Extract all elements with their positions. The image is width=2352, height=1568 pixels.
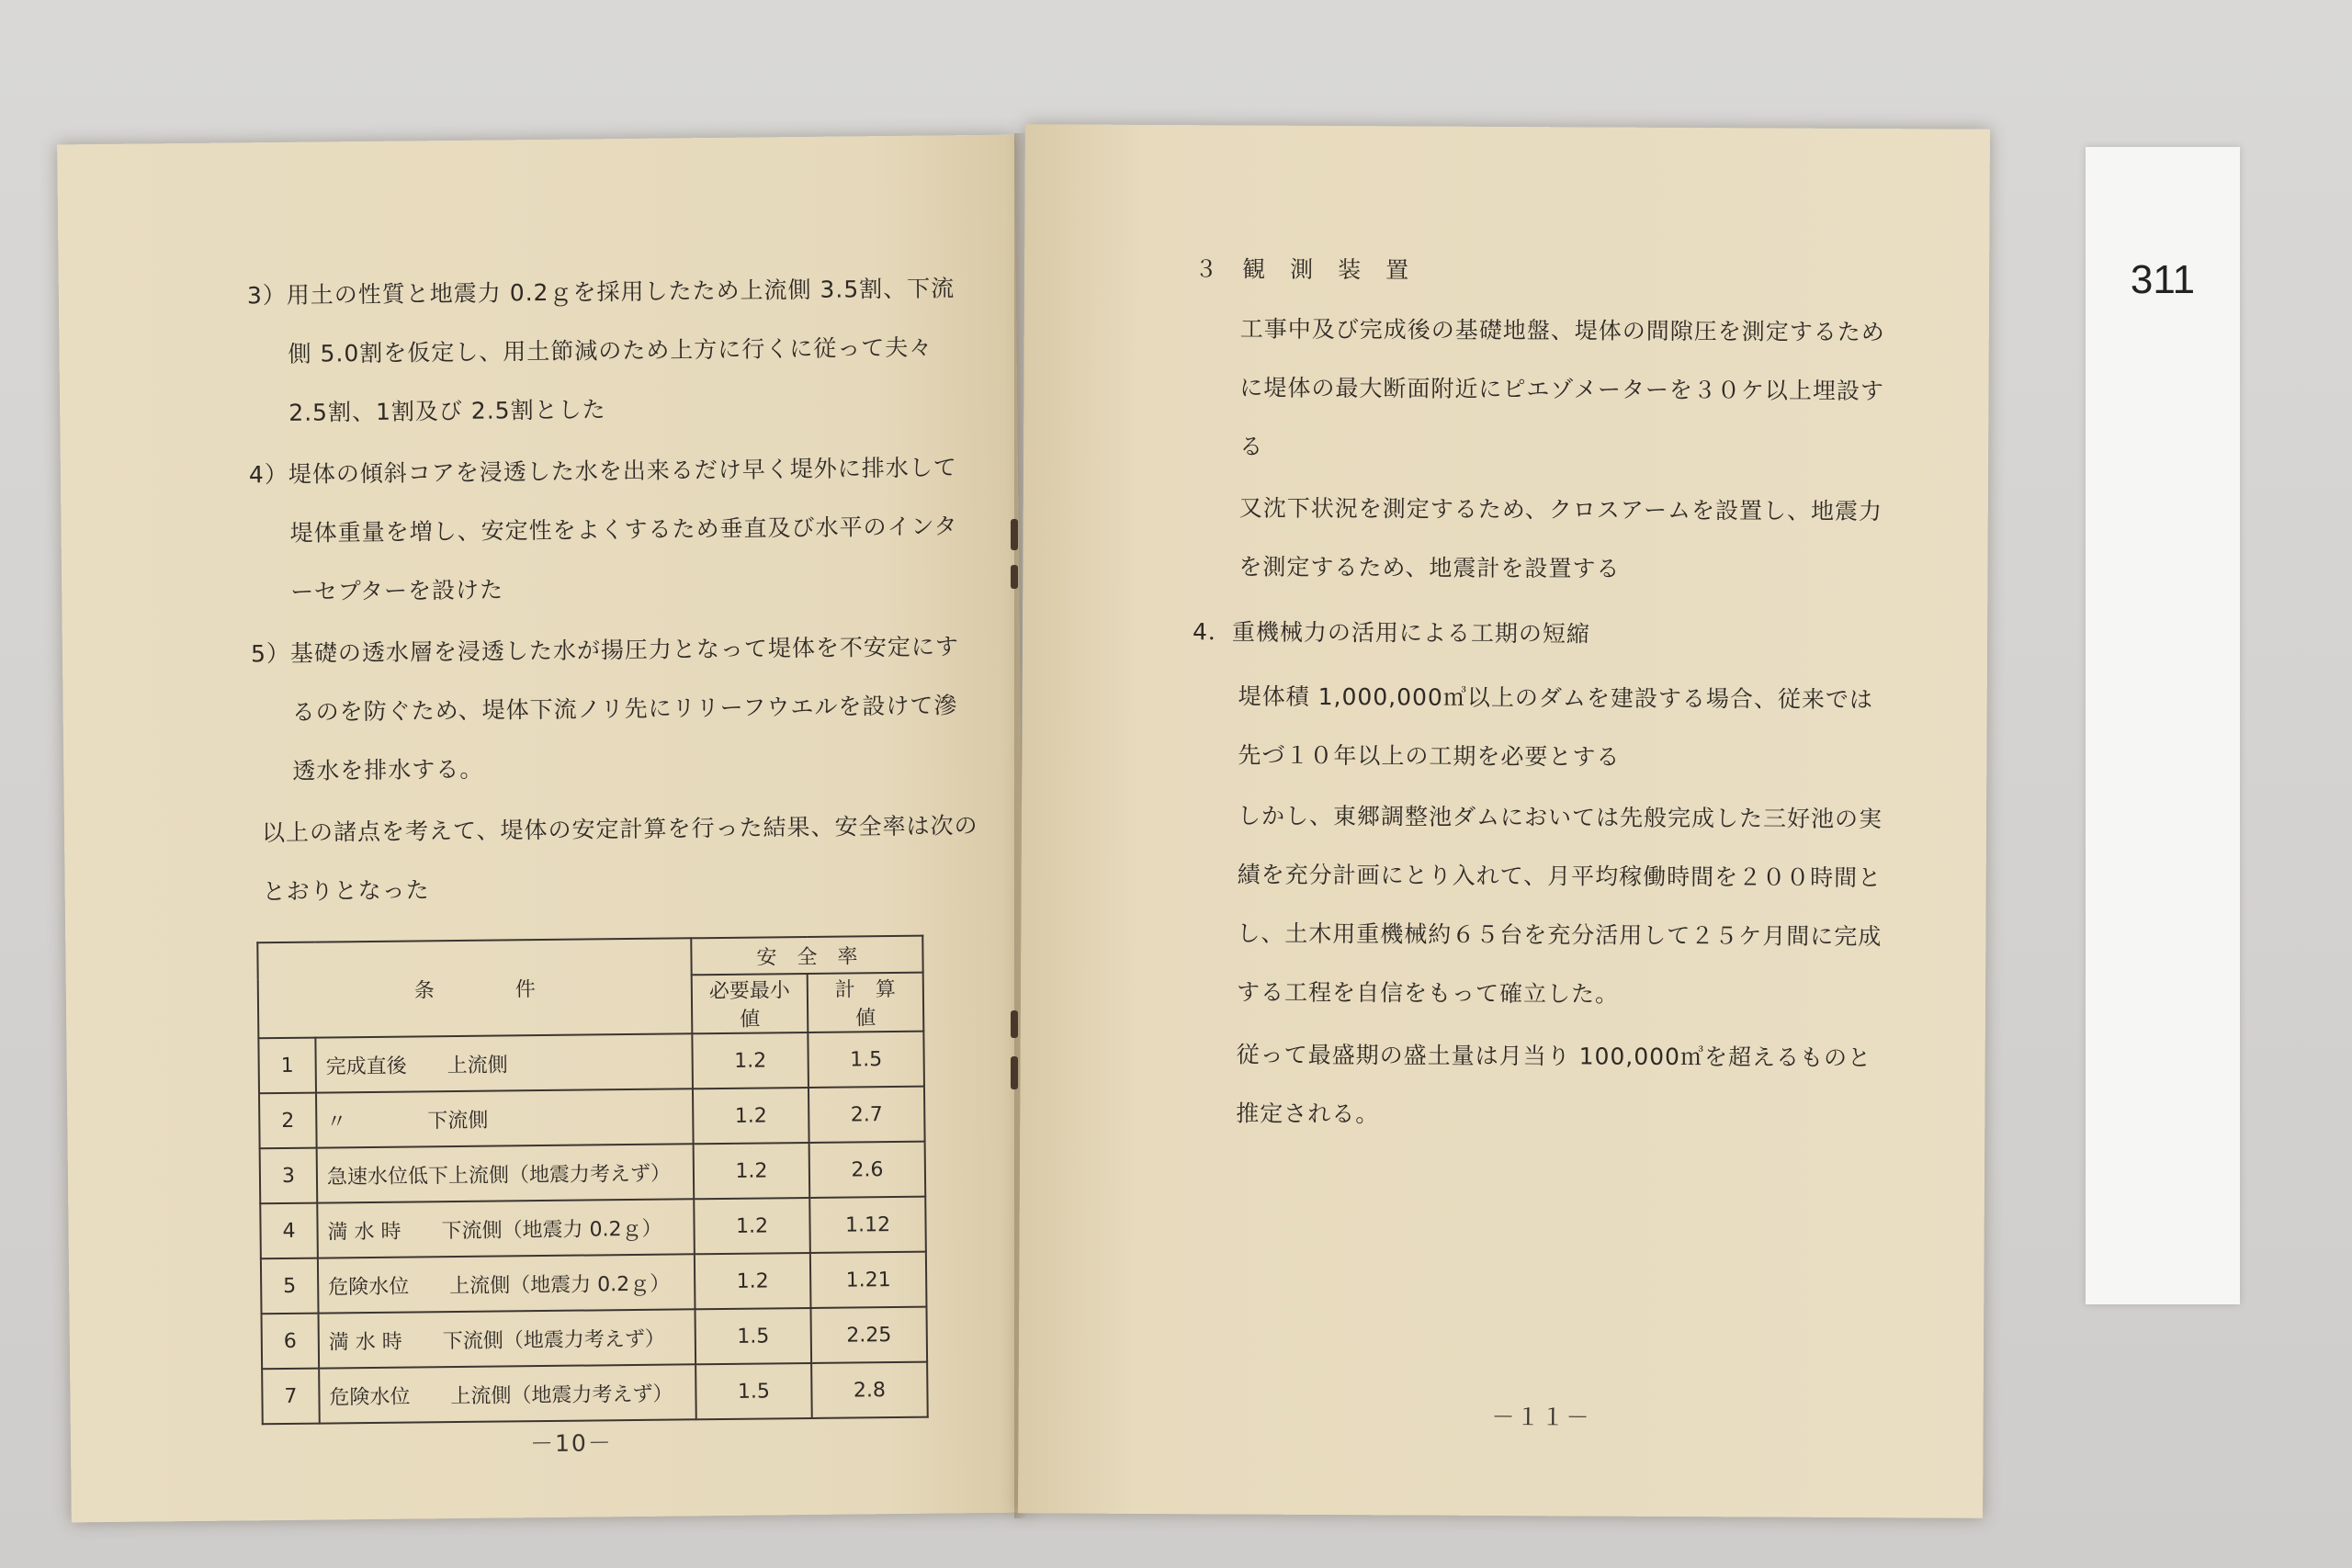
- summary-text: 以上の諸点を考えて、堤体の安定計算を行った結果、安全率は次の とおりとなった: [261, 812, 978, 906]
- table-row: 4 満 水 時 下流側（地震力 0.2ｇ） 1.2 1.12: [260, 1197, 926, 1259]
- table-row: 7 危険水位 上流側（地震力考えず） 1.5 2.8: [262, 1362, 928, 1425]
- para-3-piezometer: 工事中及び完成後の基礎地盤、堤体の間隙圧を測定するため に堤体の最大断面附近にピエゾメーターを３０ケ以上埋設す る: [1239, 315, 1885, 460]
- header-required-min: 必要最小値: [692, 974, 808, 1033]
- heading-4-machinery: 4．重機械力の活用による工期の短縮: [1192, 618, 1591, 648]
- header-condition: 条 件: [257, 938, 692, 1038]
- table-row: 5 危険水位 上流側（地震力 0.2ｇ） 1.2 1.21: [261, 1252, 927, 1314]
- header-calculated: 計 算 値: [808, 973, 924, 1032]
- right-page: [1018, 124, 1990, 1517]
- table-row: 1 完成直後 上流側 1.2 1.5: [258, 1032, 924, 1094]
- table-row: 2 〃 下流側 1.2 2.7: [259, 1087, 925, 1149]
- staple-top: [1011, 519, 1018, 550]
- accession-tag: [2086, 147, 2240, 1304]
- item-4: 4）堤体の傾斜コアを浸透した水を出来るだけ早く堤外に排水して 堤体重量を増し、安定性をよくするため垂直及び水平のインタ ーセプターを設けた: [248, 454, 958, 605]
- staple-top-2: [1011, 565, 1018, 589]
- para-4-schedule: しかし、東郷調整池ダムにおいては先般完成した三好池の実 績を充分計画にとり入れて、月平均稼働時間を２００時間と し、土木用重機械約６５台を充分活用して２５ケ月間に完成 する工程を自信をもって確立した。: [1236, 802, 1883, 1008]
- item-5: 5）基礎の透水層を浸透した水が揚圧力となって堤体を不安定にす るのを防ぐため、堤体下流ノリ先にリリーフウエルを設けて滲 透水を排水する。: [250, 633, 960, 784]
- table-row: 3 急速水位低下上流側（地震力考えず） 1.2 2.6: [260, 1142, 926, 1204]
- safety-factor-table: [256, 935, 928, 1426]
- left-page: [57, 135, 1029, 1523]
- heading-3-observation: ３ 観 測 装 置: [1194, 255, 1410, 284]
- staple-bottom-2: [1011, 1056, 1018, 1089]
- table-row: 6 満 水 時 下流側（地震力考えず） 1.5 2.25: [262, 1307, 928, 1370]
- accession-number: 311: [2130, 257, 2196, 302]
- page-number-right: －１１－: [1491, 1403, 1591, 1431]
- para-3-settlement: 又沈下状況を測定するため、クロスアームを設置し、地震力 を測定するため、地震計を設置する: [1238, 494, 1883, 582]
- header-safety-factor: 安 全 率: [691, 936, 922, 976]
- staple-bottom: [1011, 1010, 1018, 1038]
- page-number-left: －10－: [529, 1429, 613, 1458]
- para-4-peak: 従って最盛期の盛土量は月当り 100,000㎥を超えるものと 推定される。: [1236, 1041, 1872, 1128]
- item-3: 3）用土の性質と地震力 0.2ｇを採用したため上流側 3.5割、下流 側 5.0割を仮定し、用土節減のため上方に行くに従って夫々 2.5割、1割及び 2.5割とした: [246, 275, 956, 426]
- para-4-volume: 堤体積 1,000,000㎥以上のダムを建設する場合、従来では 先づ１０年以上の工期を必要とする: [1238, 682, 1873, 771]
